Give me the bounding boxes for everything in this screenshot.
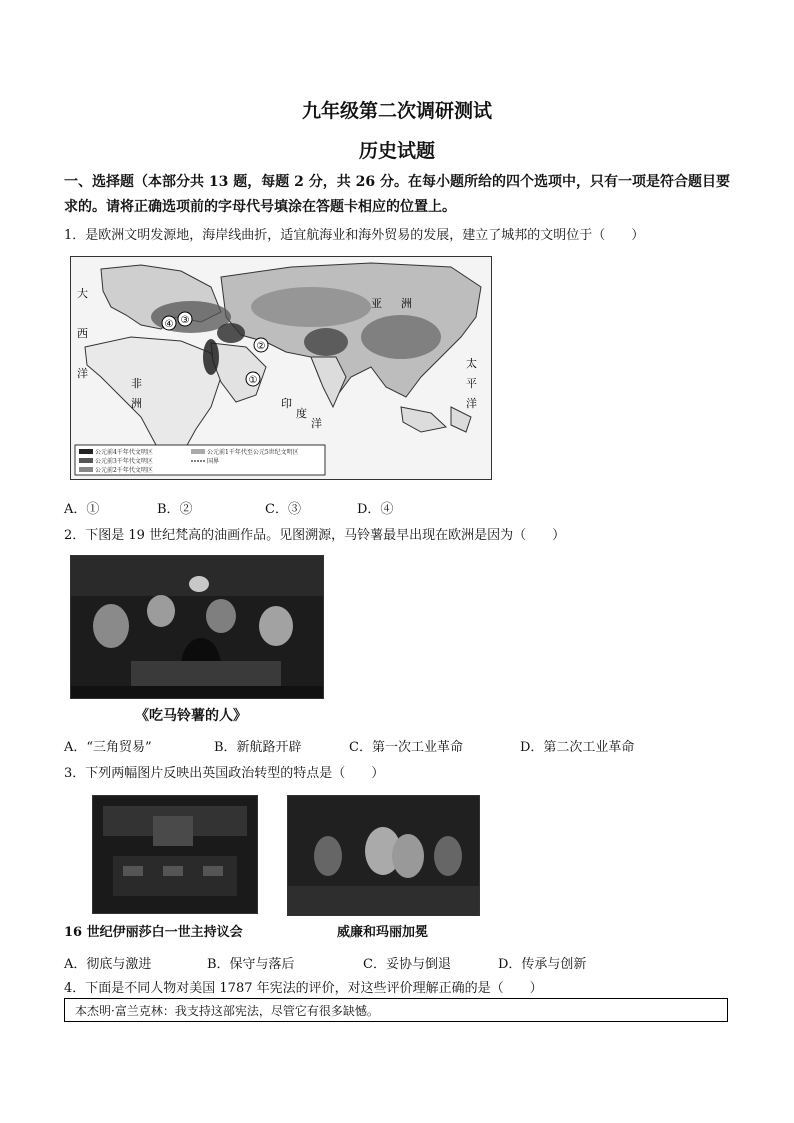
map-label: 洋	[77, 367, 88, 380]
map-label: 洲	[131, 397, 142, 410]
map-marker-1: ①	[248, 375, 258, 386]
map-label: 大	[77, 287, 88, 300]
painting-caption: 《吃马铃薯的人》	[135, 708, 247, 724]
q3-option-b[interactable]: B．保守与落后	[207, 957, 295, 972]
potato-eaters-painting	[70, 555, 324, 699]
question-4-stem: 4．下面是不同人物对美国 1787 年宪法的评价，对这些评价理解正确的是（ ）	[64, 981, 543, 996]
exam-title: 九年级第二次调研测试	[301, 100, 492, 122]
q2-option-c[interactable]: C．第一次工业革命	[349, 740, 463, 755]
q2-option-b[interactable]: B．新航路开辟	[214, 740, 302, 755]
right-image-caption: 威廉和玛丽加冕	[337, 925, 429, 940]
section-heading: 一、选择题（本部分共 13 题，每题 2 分，共 26 分。在每小题所给的四个选项中，只有一项是符合题目要求的。请将正确选项前的字母代号填涂在答题卡相应的位置上。	[64, 174, 730, 215]
q2-option-a[interactable]: A．“三角贸易”	[64, 740, 152, 755]
painting-drawing	[71, 556, 323, 698]
map-drawing	[71, 257, 491, 479]
q3-option-d[interactable]: D．传承与创新	[498, 957, 587, 972]
q3-option-c[interactable]: C．妥协与倒退	[363, 957, 451, 972]
q1-option-c[interactable]: C．③	[265, 502, 301, 517]
map-marker-2: ②	[256, 341, 266, 352]
map-legend-item: 公元前4千年代文明区	[95, 449, 153, 456]
parliament-drawing	[93, 796, 257, 913]
left-image-caption: 16 世纪伊丽莎白一世主持议会	[64, 925, 243, 940]
map-label: 平	[466, 377, 477, 390]
coronation-drawing	[288, 796, 479, 915]
q1-option-a[interactable]: A．①	[64, 502, 100, 517]
map-legend-item: 公元前1千年代至公元5世纪文明区	[207, 449, 299, 456]
elizabeth-parliament-image	[92, 795, 258, 914]
map-label: 洲	[401, 297, 412, 310]
question-3-stem: 3．下列两幅图片反映出英国政治转型的特点是（ ）	[64, 766, 385, 781]
map-legend-item: 公元前2千年代文明区	[95, 467, 153, 474]
map-label: 洋	[466, 397, 477, 410]
map-marker-4: ④	[164, 319, 174, 330]
exam-subtitle: 历史试题	[358, 140, 435, 162]
william-mary-coronation-image	[287, 795, 480, 916]
map-label: 西	[77, 327, 88, 340]
franklin-quote-box	[64, 998, 728, 1022]
map-label: 亚	[371, 297, 382, 310]
map-label: 度	[296, 407, 307, 420]
map-label: 太	[466, 357, 477, 370]
map-legend-item: 国界	[207, 458, 220, 465]
map-label: 非	[131, 377, 142, 390]
question-1-stem: 1．是欧洲文明发源地，海岸线曲折，适宜航海业和海外贸易的发展，建立了城邦的文明位于（ ）	[64, 228, 645, 243]
question-2-stem: 2．下图是 19 世纪梵高的油画作品。见图溯源，马铃薯最早出现在欧洲是因为（ ）	[64, 528, 566, 543]
q1-option-b[interactable]: B．②	[157, 502, 193, 517]
map-label: 印	[281, 397, 292, 410]
franklin-quote: 本杰明·富兰克林：我支持这部宪法，尽管它有很多缺憾。	[75, 1004, 379, 1018]
q1-option-d[interactable]: D．④	[357, 502, 394, 517]
map-label: 洋	[311, 417, 322, 430]
map-legend-item: 公元前3千年代文明区	[95, 458, 153, 465]
ancient-civilization-map	[70, 256, 492, 480]
q2-option-d[interactable]: D．第二次工业革命	[520, 740, 635, 755]
q3-option-a[interactable]: A．彻底与激进	[64, 957, 152, 972]
map-marker-3: ③	[180, 315, 190, 326]
